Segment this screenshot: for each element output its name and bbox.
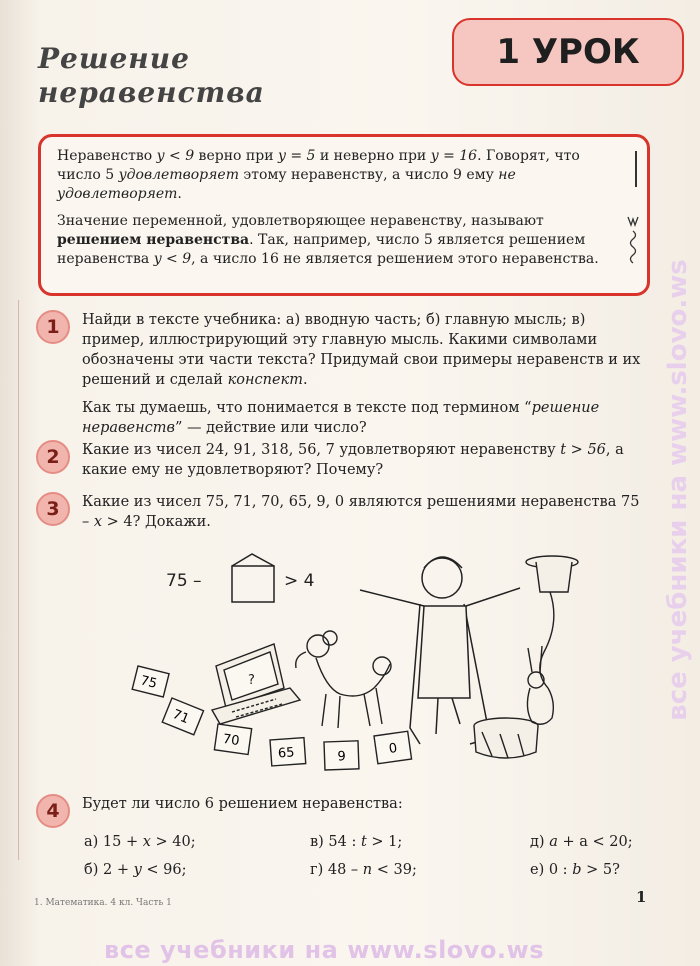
side-watermark: все учебники на www.slovo.ws (663, 259, 693, 721)
lesson-title (38, 42, 265, 110)
margin-line (18, 300, 19, 860)
svg-text:9: 9 (337, 749, 347, 765)
task-4-number-badge: 4 (36, 794, 70, 828)
top-hat-icon (526, 556, 578, 688)
svg-text:75: 75 (138, 673, 159, 692)
book-footer: 1. Математика. 4 кл. Часть 1 (34, 898, 172, 908)
lesson-number-label: 1 УРОК (496, 32, 640, 72)
page-number: 1 (636, 888, 647, 906)
definition-box (38, 134, 650, 296)
main-idea-marker-icon (627, 215, 639, 269)
inequality-e: е) 0 : b > 5? (530, 862, 620, 878)
card-0 (374, 731, 412, 763)
poodle-icon (296, 631, 391, 728)
card-70 (214, 724, 251, 754)
formula-right-text: > 4 (284, 571, 315, 591)
magician-illustration (120, 548, 600, 780)
bottom-watermark: все учебники на www.slovo.ws (104, 936, 544, 964)
lesson-title-line2: неравенства (38, 76, 265, 109)
task-1-text: Найди в тексте учебника: а) вводную часть; б) главную мысль; в) пример, иллюстрирующий эту главную мысль. Какими символами обозначены эти части текста? Придумай свои примеры неравенств и их решений и сделай конспект. Как ты думаешь, что понимается в тексте под термином “решение неравенств” — действие или число? (82, 312, 641, 436)
card-9 (324, 741, 359, 770)
task-2-number-badge: 2 (36, 440, 70, 474)
task-4-text: Будет ли число 6 решением неравенства: (82, 796, 403, 812)
screen-question-mark: ? (248, 673, 255, 688)
svg-text:65: 65 (277, 745, 296, 762)
svg-text:0: 0 (387, 740, 399, 757)
inequality-a: а) 15 + x > 40; (84, 834, 196, 850)
lesson-title-line1: Решение (38, 42, 190, 75)
box-icon (232, 554, 274, 602)
inequality-g: г) 48 – n < 39; (310, 862, 417, 878)
computer-icon (212, 644, 300, 724)
definition-intro: Неравенство y < 9 верно при y = 5 и неверно при y = 16. Говорят, что число 5 удовлетворяет этому неравенству, а число 9 ему не удовлетворяет. (57, 148, 580, 202)
magician-icon (360, 557, 520, 744)
inequality-v: в) 54 : t > 1; (310, 834, 403, 850)
card-71 (162, 698, 203, 735)
svg-text:70: 70 (221, 731, 241, 750)
task-2-text: Какие из чисел 24, 91, 318, 56, 7 удовлетворяют неравенству t > 56, а какие ему не удовлетворяют? Почему? (82, 442, 624, 478)
drum-icon (474, 718, 538, 758)
svg-text:71: 71 (170, 707, 192, 728)
formula-left-text: 75 – (166, 571, 202, 591)
task-3-number-badge: 3 (36, 492, 70, 526)
task-3-text: Какие из чисел 75, 71, 70, 65, 9, 0 являются решениями неравенства 75 – x > 4? Докажи. (82, 494, 640, 530)
rabbit-icon (527, 646, 553, 724)
task-1-number-badge: 1 (36, 310, 70, 344)
card-75 (132, 666, 169, 697)
inequality-d: д) a + a < 20; (530, 834, 633, 850)
lesson-number-badge (452, 18, 684, 86)
card-65 (270, 738, 306, 766)
inequality-b: б) 2 + y < 96; (84, 862, 187, 878)
definition-main: Значение переменной, удовлетворяющее неравенству, называют решением неравенства. Так, например, число 5 является решением неравенства y < 9, а число 16 не является решением этого неравенства. (57, 213, 599, 267)
intro-marker-icon (635, 151, 637, 187)
